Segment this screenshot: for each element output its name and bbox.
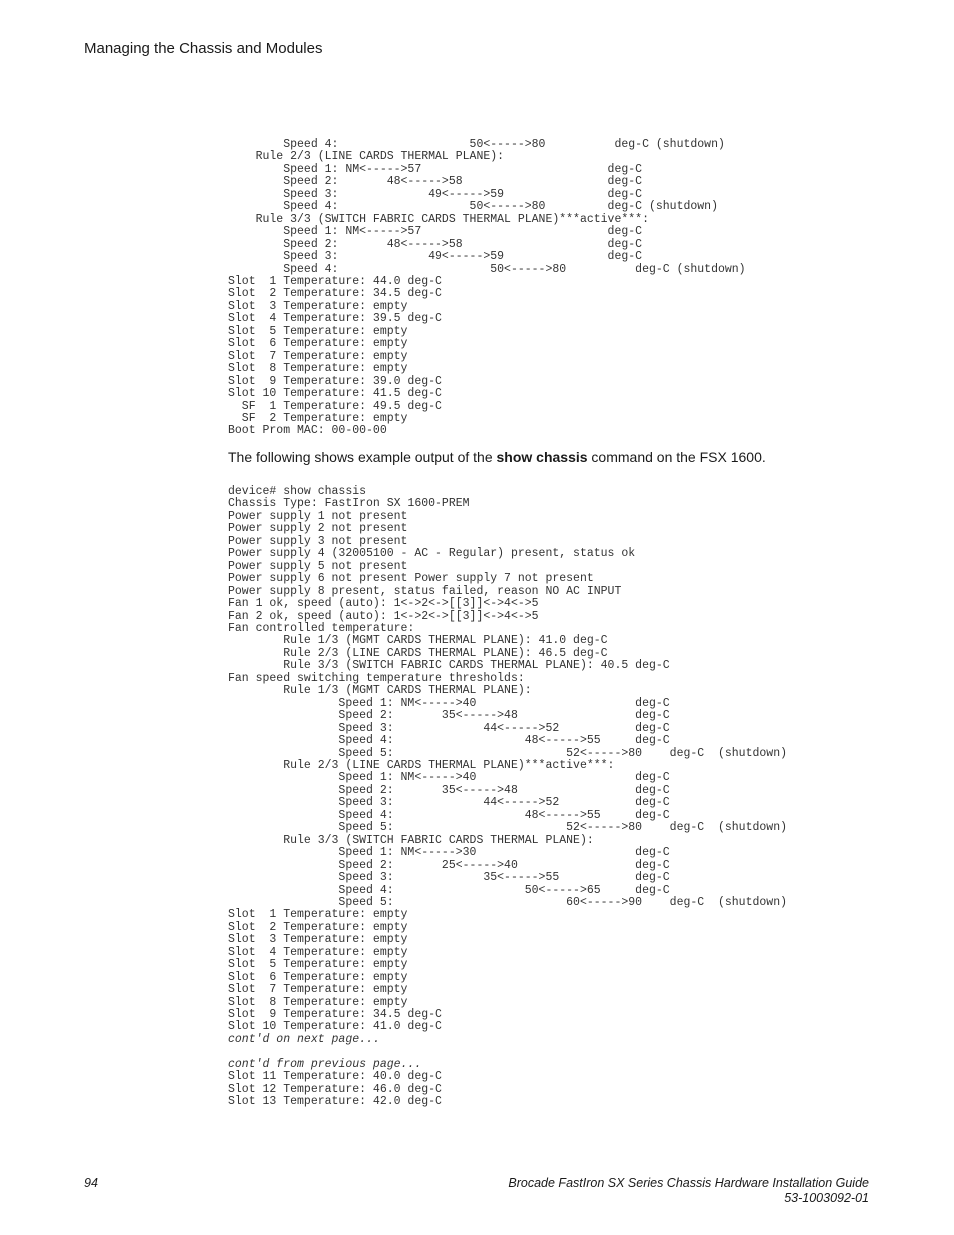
- code-line: SF 1 Temperature: 49.5 deg-C: [228, 399, 442, 413]
- code-line: Chassis Type: FastIron SX 1600-PREM: [228, 497, 470, 511]
- code-line: Power supply 8 present, status failed, reason NO AC INPUT: [228, 584, 622, 598]
- code-line: Speed 4: 50<----->80 deg-C (shutdown): [228, 200, 718, 214]
- intro-command: show chassis: [496, 449, 588, 465]
- code-line: Speed 1: NM<----->57 deg-C: [228, 162, 643, 176]
- code-line: Slot 12 Temperature: 46.0 deg-C: [228, 1082, 442, 1096]
- code-line: Speed 2: 35<----->48 deg-C: [228, 709, 670, 723]
- code-line: Slot 9 Temperature: 39.0 deg-C: [228, 374, 442, 388]
- code-line: Power supply 3 not present: [228, 534, 408, 548]
- code-line: Fan 1 ok, speed (auto): 1<->2<->[[3]]<->4<->5: [228, 597, 539, 611]
- code-line: Speed 1: NM<----->30 deg-C: [228, 846, 670, 860]
- code-line: Speed 3: 44<----->52 deg-C: [228, 796, 670, 810]
- footer-doc-number: 53-1003092-01: [784, 1191, 869, 1205]
- code-line: Slot 3 Temperature: empty: [228, 299, 408, 313]
- code-line: Fan controlled temperature:: [228, 621, 415, 635]
- code-line: Slot 7 Temperature: empty: [228, 349, 408, 363]
- footer-doc-info: [508, 1176, 869, 1206]
- code-line: Speed 3: 49<----->59 deg-C: [228, 250, 643, 264]
- code-line: Rule 2/3 (LINE CARDS THERMAL PLANE)***active***:: [228, 758, 615, 772]
- code-line: Fan speed switching temperature thresholds:: [228, 671, 525, 685]
- code-line: Speed 4: 50<----->80 deg-C (shutdown): [228, 138, 725, 151]
- code-line: Slot 4 Temperature: 39.5 deg-C: [228, 312, 442, 326]
- code-line: Power supply 1 not present: [228, 509, 408, 523]
- code-line: Speed 2: 25<----->40 deg-C: [228, 858, 670, 872]
- code-line: Speed 1: NM<----->57 deg-C: [228, 225, 643, 239]
- code-line: Slot 1 Temperature: 44.0 deg-C: [228, 274, 442, 288]
- code-line: Slot 5 Temperature: empty: [228, 958, 408, 972]
- intro-text-after: command on the FSX 1600.: [587, 449, 766, 465]
- code-line: Speed 5: 52<----->80 deg-C (shutdown): [228, 746, 787, 760]
- code-line: Rule 1/3 (MGMT CARDS THERMAL PLANE): 41.0 deg-C: [228, 634, 608, 648]
- code-block-chassis-output-part: [228, 139, 746, 438]
- code-line: Slot 2 Temperature: 34.5 deg-C: [228, 287, 442, 301]
- code-line: device# show chassis: [228, 485, 367, 498]
- code-line: Rule 1/3 (MGMT CARDS THERMAL PLANE):: [228, 684, 532, 698]
- code-line: Rule 3/3 (SWITCH FABRIC CARDS THERMAL PLANE)***active***:: [228, 212, 649, 226]
- code-line: Speed 1: NM<----->40 deg-C: [228, 771, 670, 785]
- code-line: Power supply 4 (32005100 - AC - Regular) present, status ok: [228, 547, 636, 561]
- footer-doc-title: Brocade FastIron SX Series Chassis Hardware Installation Guide: [508, 1176, 869, 1190]
- code-line: Speed 5: 60<----->90 deg-C (shutdown): [228, 895, 787, 909]
- code-line: Speed 3: 44<----->52 deg-C: [228, 721, 670, 735]
- footer-page-number: 94: [84, 1176, 98, 1190]
- code-line: Speed 3: 49<----->59 deg-C: [228, 187, 643, 201]
- code-line: Boot Prom MAC: 00-00-00: [228, 424, 387, 438]
- intro-text-before: The following shows example output of the: [228, 449, 497, 465]
- code-line: Power supply 6 not present Power supply 7 not present: [228, 572, 594, 586]
- code-line: Speed 1: NM<----->40 deg-C: [228, 696, 670, 710]
- code-line: Speed 2: 35<----->48 deg-C: [228, 783, 670, 797]
- code-line: Power supply 5 not present: [228, 559, 408, 573]
- code-line: cont'd on next page...: [228, 1032, 380, 1046]
- code-line: Speed 4: 48<----->55 deg-C: [228, 808, 670, 822]
- code-line: Slot 2 Temperature: empty: [228, 920, 408, 934]
- code-line: Slot 6 Temperature: empty: [228, 970, 408, 984]
- code-line: cont'd from previous page...: [228, 1057, 422, 1071]
- code-line: Slot 10 Temperature: 41.5 deg-C: [228, 387, 442, 401]
- code-line: Slot 9 Temperature: 34.5 deg-C: [228, 1008, 442, 1022]
- code-line: Rule 2/3 (LINE CARDS THERMAL PLANE): 46.5 deg-C: [228, 646, 608, 660]
- code-line: Slot 6 Temperature: empty: [228, 337, 408, 351]
- code-block-show-chassis-fsx1600: [228, 486, 787, 1109]
- code-line: Power supply 2 not present: [228, 522, 408, 536]
- code-line: Speed 2: 48<----->58 deg-C: [228, 175, 643, 189]
- code-line: Speed 4: 50<----->80 deg-C (shutdown): [228, 262, 746, 276]
- code-line: Speed 5: 52<----->80 deg-C (shutdown): [228, 821, 787, 835]
- code-line: Slot 8 Temperature: empty: [228, 362, 408, 376]
- code-line: Slot 7 Temperature: empty: [228, 983, 408, 997]
- code-line: Slot 10 Temperature: 41.0 deg-C: [228, 1020, 442, 1034]
- code-line: Speed 4: 50<----->65 deg-C: [228, 883, 670, 897]
- code-line: Slot 8 Temperature: empty: [228, 995, 408, 1009]
- code-line: Speed 4: 48<----->55 deg-C: [228, 734, 670, 748]
- page-header-title: Managing the Chassis and Modules: [84, 40, 323, 57]
- code-line: Slot 11 Temperature: 40.0 deg-C: [228, 1070, 442, 1084]
- code-line: Slot 3 Temperature: empty: [228, 933, 408, 947]
- code-line: Slot 5 Temperature: empty: [228, 324, 408, 338]
- code-line: Rule 3/3 (SWITCH FABRIC CARDS THERMAL PLANE):: [228, 833, 594, 847]
- code-line: Rule 2/3 (LINE CARDS THERMAL PLANE):: [228, 150, 505, 164]
- code-line: Fan 2 ok, speed (auto): 1<->2<->[[3]]<->4<->5: [228, 609, 539, 623]
- code-line: Slot 13 Temperature: 42.0 deg-C: [228, 1095, 442, 1109]
- intro-paragraph: [228, 449, 766, 465]
- code-line: Speed 3: 35<----->55 deg-C: [228, 871, 670, 885]
- code-line: Slot 1 Temperature: empty: [228, 908, 408, 922]
- code-line: Slot 4 Temperature: empty: [228, 945, 408, 959]
- code-line: Rule 3/3 (SWITCH FABRIC CARDS THERMAL PLANE): 40.5 deg-C: [228, 659, 670, 673]
- code-line: SF 2 Temperature: empty: [228, 411, 408, 425]
- code-line: Speed 2: 48<----->58 deg-C: [228, 237, 643, 251]
